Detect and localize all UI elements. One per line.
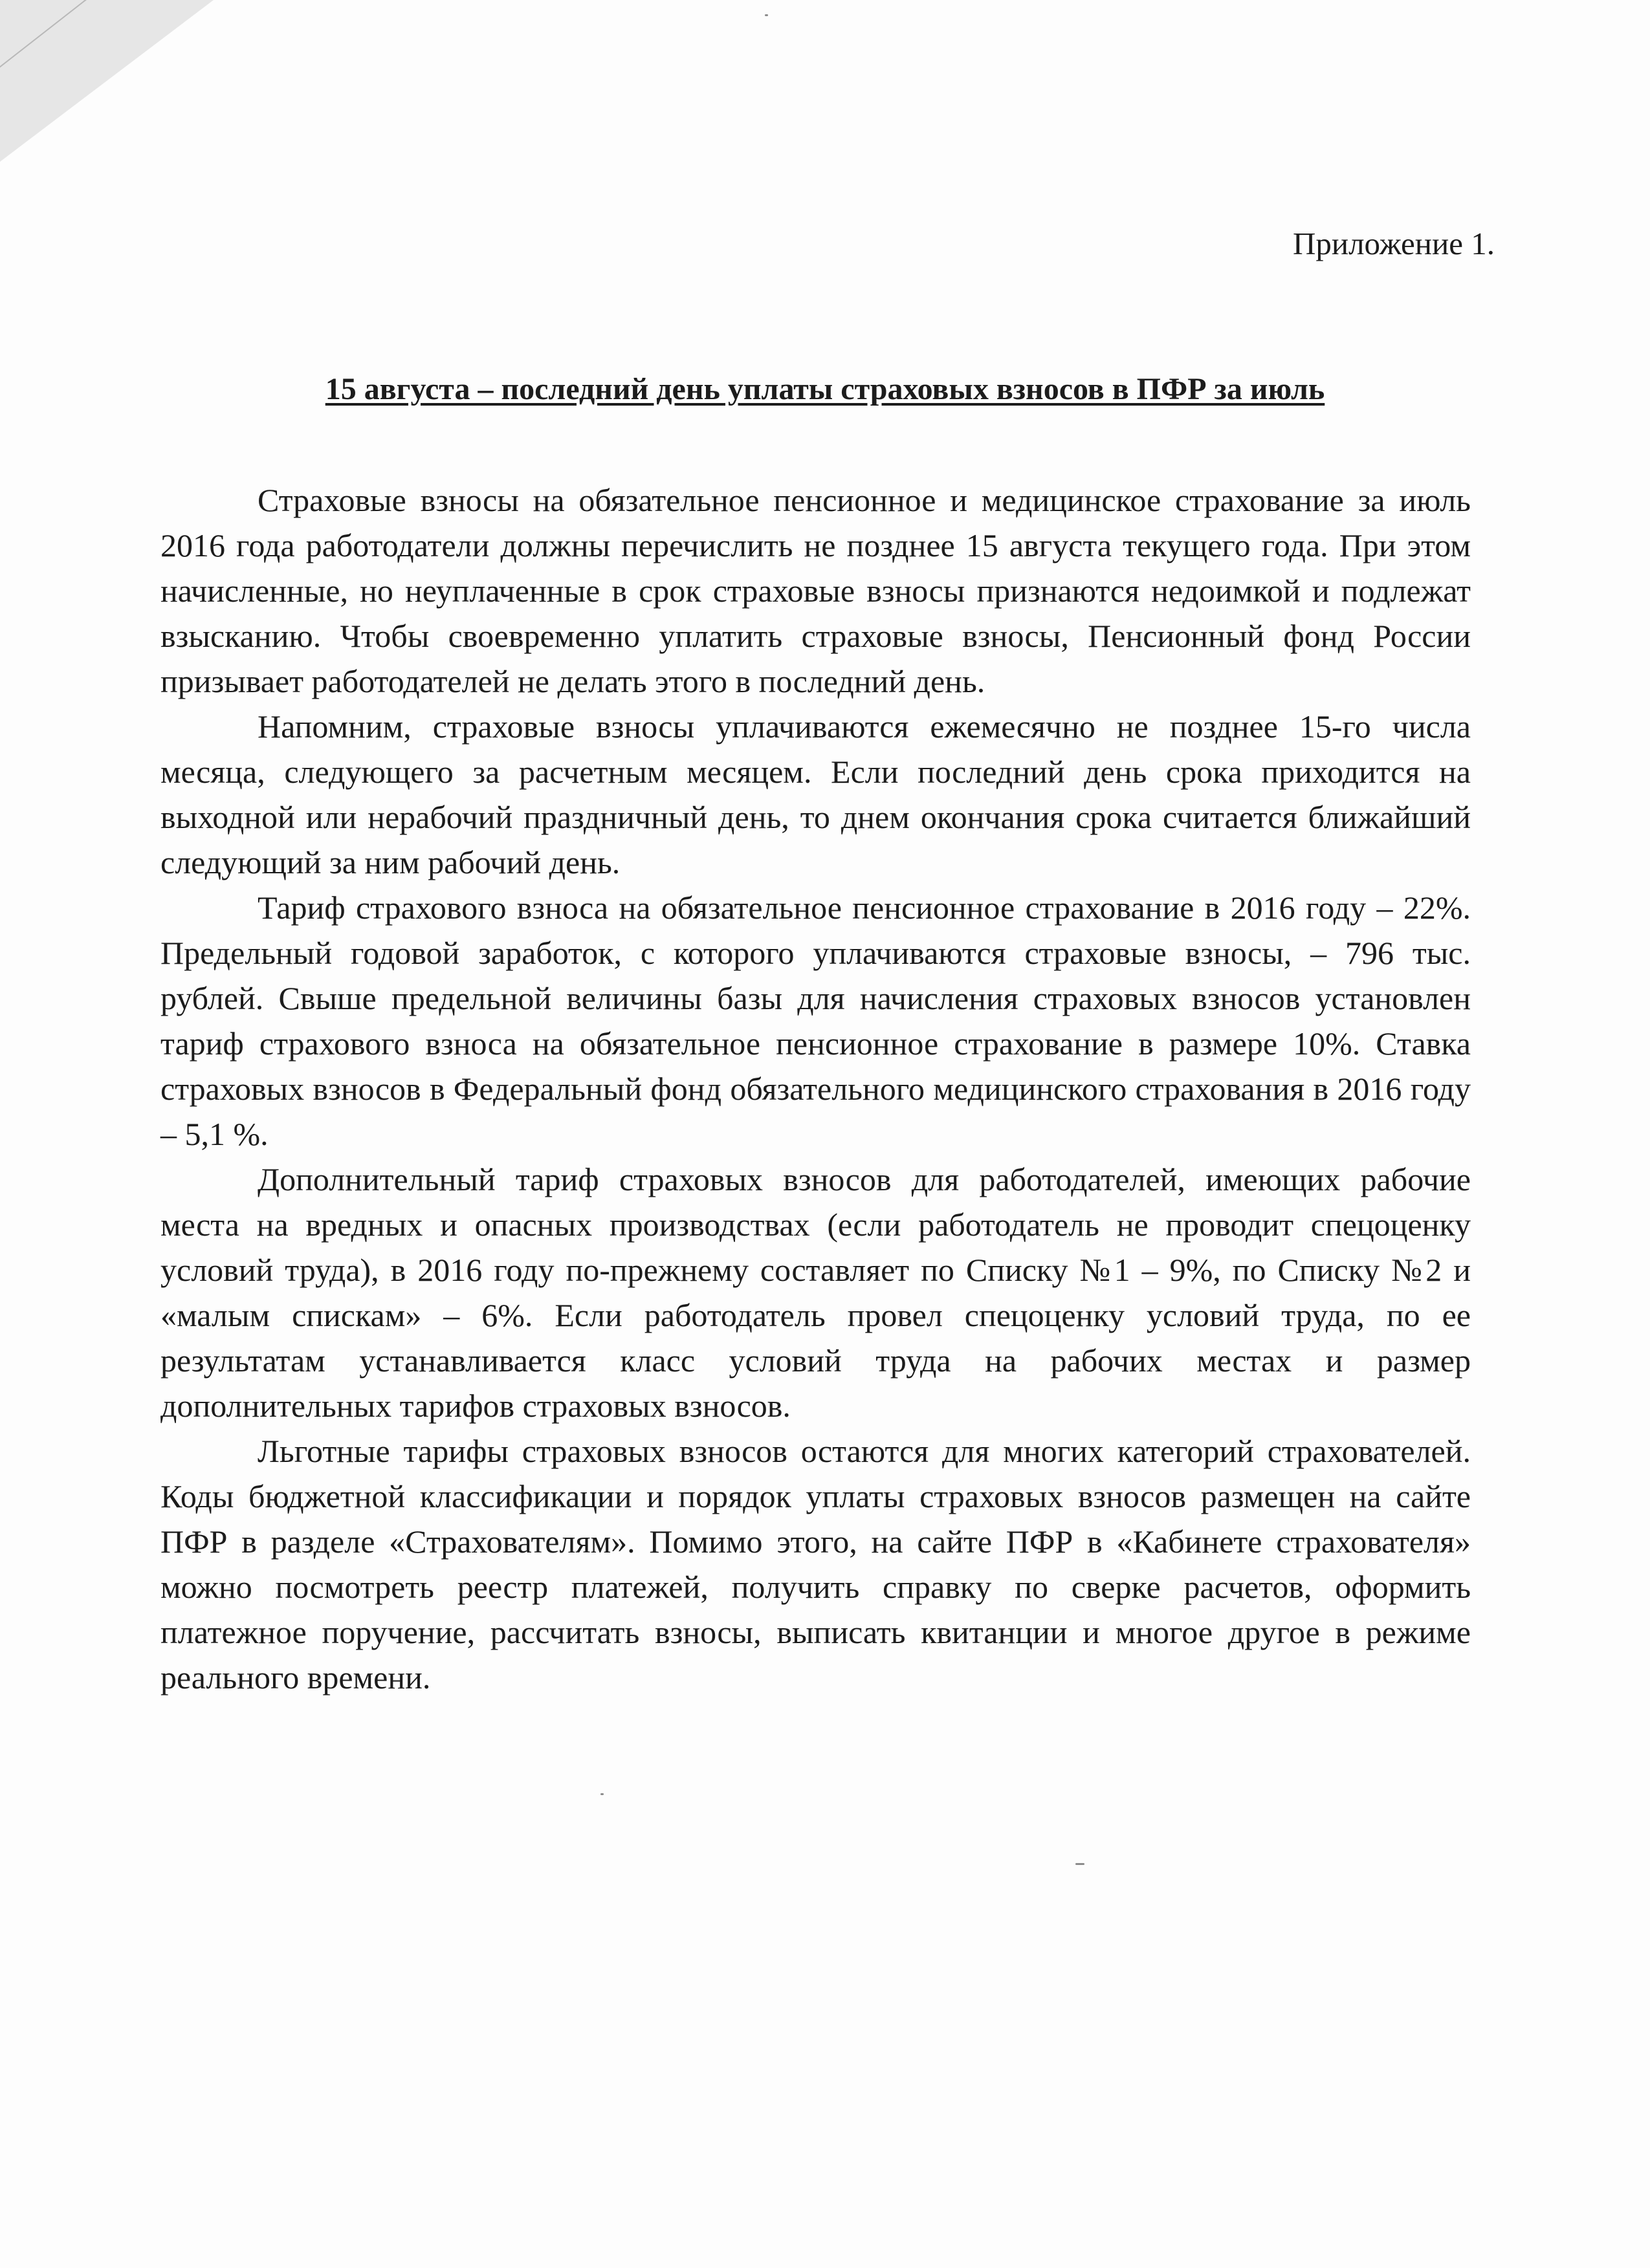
document-body (160, 477, 1471, 1700)
paragraph-tariffs: Тариф страхового взноса на обязательное пенсионное страхование в 2016 году – 22%. Предельный годовой заработок, с которого уплачиваются страховые взносы, – 796 тыс. рублей. Свыше предельной величины базы для начисления страховых взносов установлен тариф страхового взноса на обязательное пенсионное страхование в размере 10%. Ставка страховых взносов в Федеральный фонд обязательного медицинского страхования в 2016 году – 5,1 %. (160, 889, 1471, 1152)
scan-speck (600, 1793, 604, 1795)
document-title: 15 августа – последний день уплаты страховых взносов в ПФР за июль (325, 372, 1325, 406)
paragraph-payment-schedule: Напомним, страховые взносы уплачиваются ежемесячно не позднее 15-го числа месяца, следующего за расчетным месяцем. Если последний день срока приходится на выходной или нерабочий праздничный день, то днем окончания срока считается ближайший следующий за ним рабочий день. (160, 708, 1471, 880)
appendix-label: Приложение 1. (1293, 226, 1495, 261)
folded-corner (0, 0, 214, 162)
paragraph-preferential-tariffs: Льготные тарифы страховых взносов остаются для многих категорий страхователей. Коды бюджетной классификации и порядок уплаты страховых взносов размещен на сайте ПФР в разделе «Страхователям». Помимо этого, на сайте ПФР в «Кабинете страхователя» можно посмотреть реестр платежей, получить справку по сверке расчетов, оформить платежное поручение, рассчитать взносы, выписать квитанции и многое другое в режиме реального времени. (160, 1433, 1471, 1696)
paragraph-deadline: Страховые взносы на обязательное пенсионное и медицинское страхование за июль 2016 года работодатели должны перечислить не позднее 15 августа текущего года. При этом начисленные, но неуплаченные в срок страховые взносы признаются недоимкой и подлежат взысканию. Чтобы своевременно уплатить страховые взносы, Пенсионный фонд России призывает работодателей не делать этого в последний день. (160, 482, 1471, 699)
paragraph-additional-tariff: Дополнительный тариф страховых взносов для работодателей, имеющих рабочие места на вредных и опасных производствах (если работодатель не проводит спецоценку условий труда), в 2016 году по-прежнему составляет по Списку №1 – 9%, по Списку №2 и «малым спискам» – 6%. Если работодатель провел спецоценку условий труда, по ее результатам устанавливается класс условий труда на рабочих местах и размер дополнительных тарифов страховых взносов. (160, 1161, 1471, 1424)
scan-speck (1075, 1863, 1084, 1865)
scan-speck (765, 14, 768, 16)
